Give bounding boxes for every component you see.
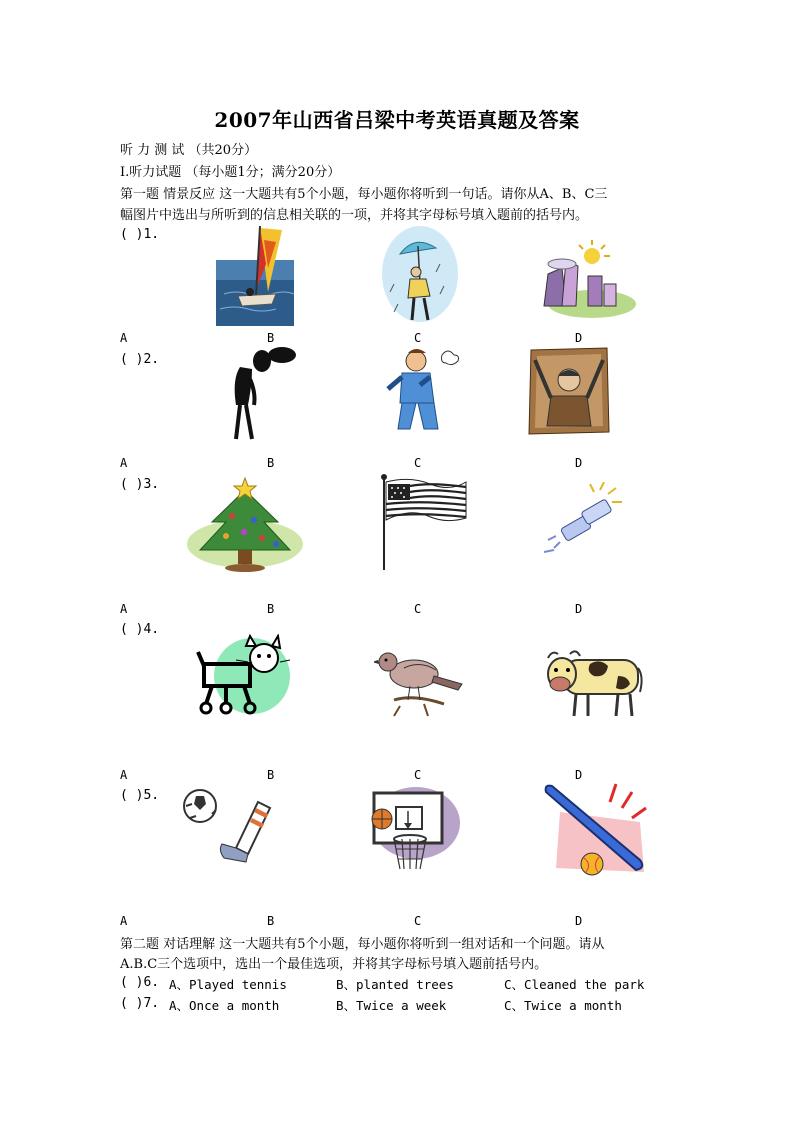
- option-letter-b: B: [267, 331, 275, 345]
- question-7-option-c: C、Twice a month: [504, 998, 622, 1013]
- option-letter-d: D: [575, 914, 583, 928]
- question-2-option-letters: [120, 456, 600, 472]
- option-letter-a: A: [120, 331, 128, 345]
- page-title: 2007年山西省吕梁中考英语真题及答案: [214, 108, 580, 132]
- american-flag-icon: [380, 474, 468, 570]
- option-letter-b: B: [267, 914, 275, 928]
- tired-person-icon: [222, 345, 302, 441]
- part-one-intro-line-1: 第一题 情景反应 这一大题共有5个小题，每小题你将听到一句话。请你从A、B、C三: [120, 187, 608, 202]
- man-holding-paper-icon: [527, 346, 611, 436]
- soccer-kick-icon: [182, 784, 278, 868]
- question-2-label: ( )2.: [120, 352, 160, 367]
- option-letter-c: C: [414, 602, 422, 616]
- question-7-option-a: A、Once a month: [169, 998, 280, 1013]
- question-6-option-b: B、planted trees: [336, 977, 454, 992]
- option-letter-d: D: [575, 602, 583, 616]
- part-two-intro-line-1: 第二题 对话理解 这一大题共有5个小题，每小题你将听到一组对话和一个问题。请从: [120, 937, 605, 952]
- angry-man-icon: [380, 345, 464, 433]
- part-two-intro-line-2: A.B.C三个选项中，选出一个最佳选项，并将其字母标号填入题前括号内。: [120, 957, 548, 972]
- question-5-option-letters: [120, 914, 600, 930]
- question-4-option-letters: [120, 768, 600, 784]
- option-letter-c: C: [414, 768, 422, 782]
- option-letter-d: D: [575, 456, 583, 470]
- question-7-option-b: B、Twice a week: [336, 998, 447, 1013]
- basketball-hoop-icon: [362, 783, 462, 873]
- sailboat-icon: [216, 224, 296, 326]
- part-one-header: I.听力试题 （每小题1分；满分20分）: [120, 165, 341, 180]
- question-7-label: ( )7.: [120, 996, 160, 1011]
- option-letter-a: A: [120, 602, 128, 616]
- option-letter-c: C: [414, 914, 422, 928]
- option-letter-c: C: [414, 456, 422, 470]
- cat-drawing-icon: [192, 634, 292, 718]
- option-letter-d: D: [575, 331, 583, 345]
- option-letter-b: B: [267, 768, 275, 782]
- section-listening: 听 力 测 试 （共20分）: [120, 143, 258, 158]
- christmas-tree-icon: [186, 476, 304, 574]
- question-3-label: ( )3.: [120, 477, 160, 492]
- option-letter-a: A: [120, 456, 128, 470]
- question-5-label: ( )5.: [120, 788, 160, 803]
- city-sun-icon: [532, 240, 636, 320]
- question-1-option-letters: [120, 331, 600, 347]
- option-letter-a: A: [120, 768, 128, 782]
- baseball-bat-icon: [540, 782, 652, 880]
- firecrackers-icon: [540, 482, 630, 556]
- option-letter-d: D: [575, 768, 583, 782]
- bird-icon: [374, 640, 464, 720]
- cow-icon: [540, 640, 644, 720]
- question-6-label: ( )6.: [120, 975, 160, 990]
- part-one-intro-line-2: 幅图片中选出与所听到的信息相关联的一项，并将其字母标号填入题前的括号内。: [120, 208, 589, 223]
- question-3-option-letters: [120, 602, 600, 618]
- question-6-option-c: C、Cleaned the park: [504, 977, 645, 992]
- question-1-label: ( )1.: [120, 227, 160, 242]
- option-letter-a: A: [120, 914, 128, 928]
- umbrella-rain-icon: [380, 224, 460, 326]
- option-letter-c: C: [414, 331, 422, 345]
- option-letter-b: B: [267, 602, 275, 616]
- question-6-option-a: A、Played tennis: [169, 977, 287, 992]
- question-4-label: ( )4.: [120, 622, 160, 637]
- option-letter-b: B: [267, 456, 275, 470]
